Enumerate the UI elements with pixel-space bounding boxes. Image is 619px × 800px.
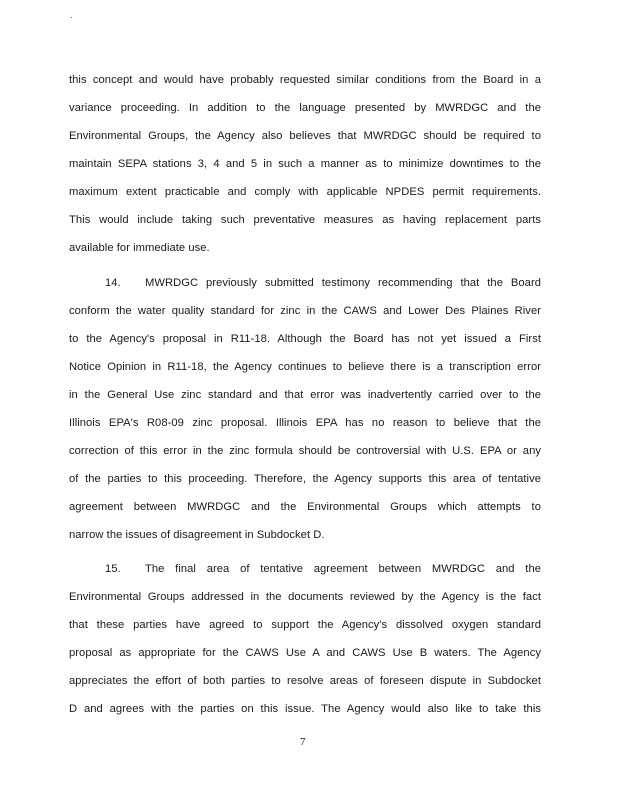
text-line: to the Agency's proposal in R11-18. Although the Board has not yet issued a First (69, 333, 541, 345)
text-line: Environmental Groups addressed in the documents reviewed by the Agency is the fact (69, 591, 541, 603)
text-line: This would include taking such preventative measures as having replacement parts (69, 214, 541, 226)
text-line: appreciates the effort of both parties to resolve areas of foreseen dispute in Subdocket (69, 675, 541, 687)
text-line: conform the water quality standard for zinc in the CAWS and Lower Des Plaines River (69, 305, 541, 317)
text-line: correction of this error in the zinc formula should be controversial with U.S. EPA or any (69, 445, 541, 457)
text-line: Notice Opinion in R11-18, the Agency continues to believe there is a transcription error (69, 361, 541, 373)
text-line: agreement between MWRDGC and the Environmental Groups which attempts to (69, 501, 541, 513)
text-line: Illinois EPA's R08-09 zinc proposal. Illinois EPA has no reason to believe that the (69, 417, 541, 429)
text-line: that these parties have agreed to support the Agency's dissolved oxygen standard (69, 619, 541, 631)
text-line: available for immediate use. (69, 242, 210, 254)
top-mark: . (70, 10, 73, 20)
text-line: Environmental Groups, the Agency also believes that MWRDGC should be required to (69, 130, 541, 142)
text-line: variance proceeding. In addition to the language presented by MWRDGC and the (69, 102, 541, 114)
text-line: this concept and would have probably requested similar conditions from the Board in a (69, 74, 541, 86)
paragraph-number: 14. (105, 277, 121, 289)
text-line: maximum extent practicable and comply with applicable NPDES permit requirements. (69, 186, 541, 198)
text-line: D and agrees with the parties on this issue. The Agency would also like to take this (69, 703, 541, 715)
text-line: proposal as appropriate for the CAWS Use A and CAWS Use B waters. The Agency (69, 647, 541, 659)
text-line-numbered (69, 562, 541, 576)
page-number: 7 (300, 736, 306, 748)
text-line-numbered (69, 276, 541, 290)
text-line-body: The final area of tentative agreement between MWRDGC and the (145, 563, 541, 575)
text-line: of the parties to this proceeding. Therefore, the Agency supports this area of tentative (69, 473, 541, 485)
paragraph-number: 15. (105, 563, 121, 575)
text-line: in the General Use zinc standard and that error was inadvertently carried over to the (69, 389, 541, 401)
text-line: maintain SEPA stations 3, 4 and 5 in such a manner as to minimize downtimes to the (69, 158, 541, 170)
text-line-body: MWRDGC previously submitted testimony recommending that the Board (145, 277, 541, 289)
text-line: narrow the issues of disagreement in Subdocket D. (69, 529, 325, 541)
